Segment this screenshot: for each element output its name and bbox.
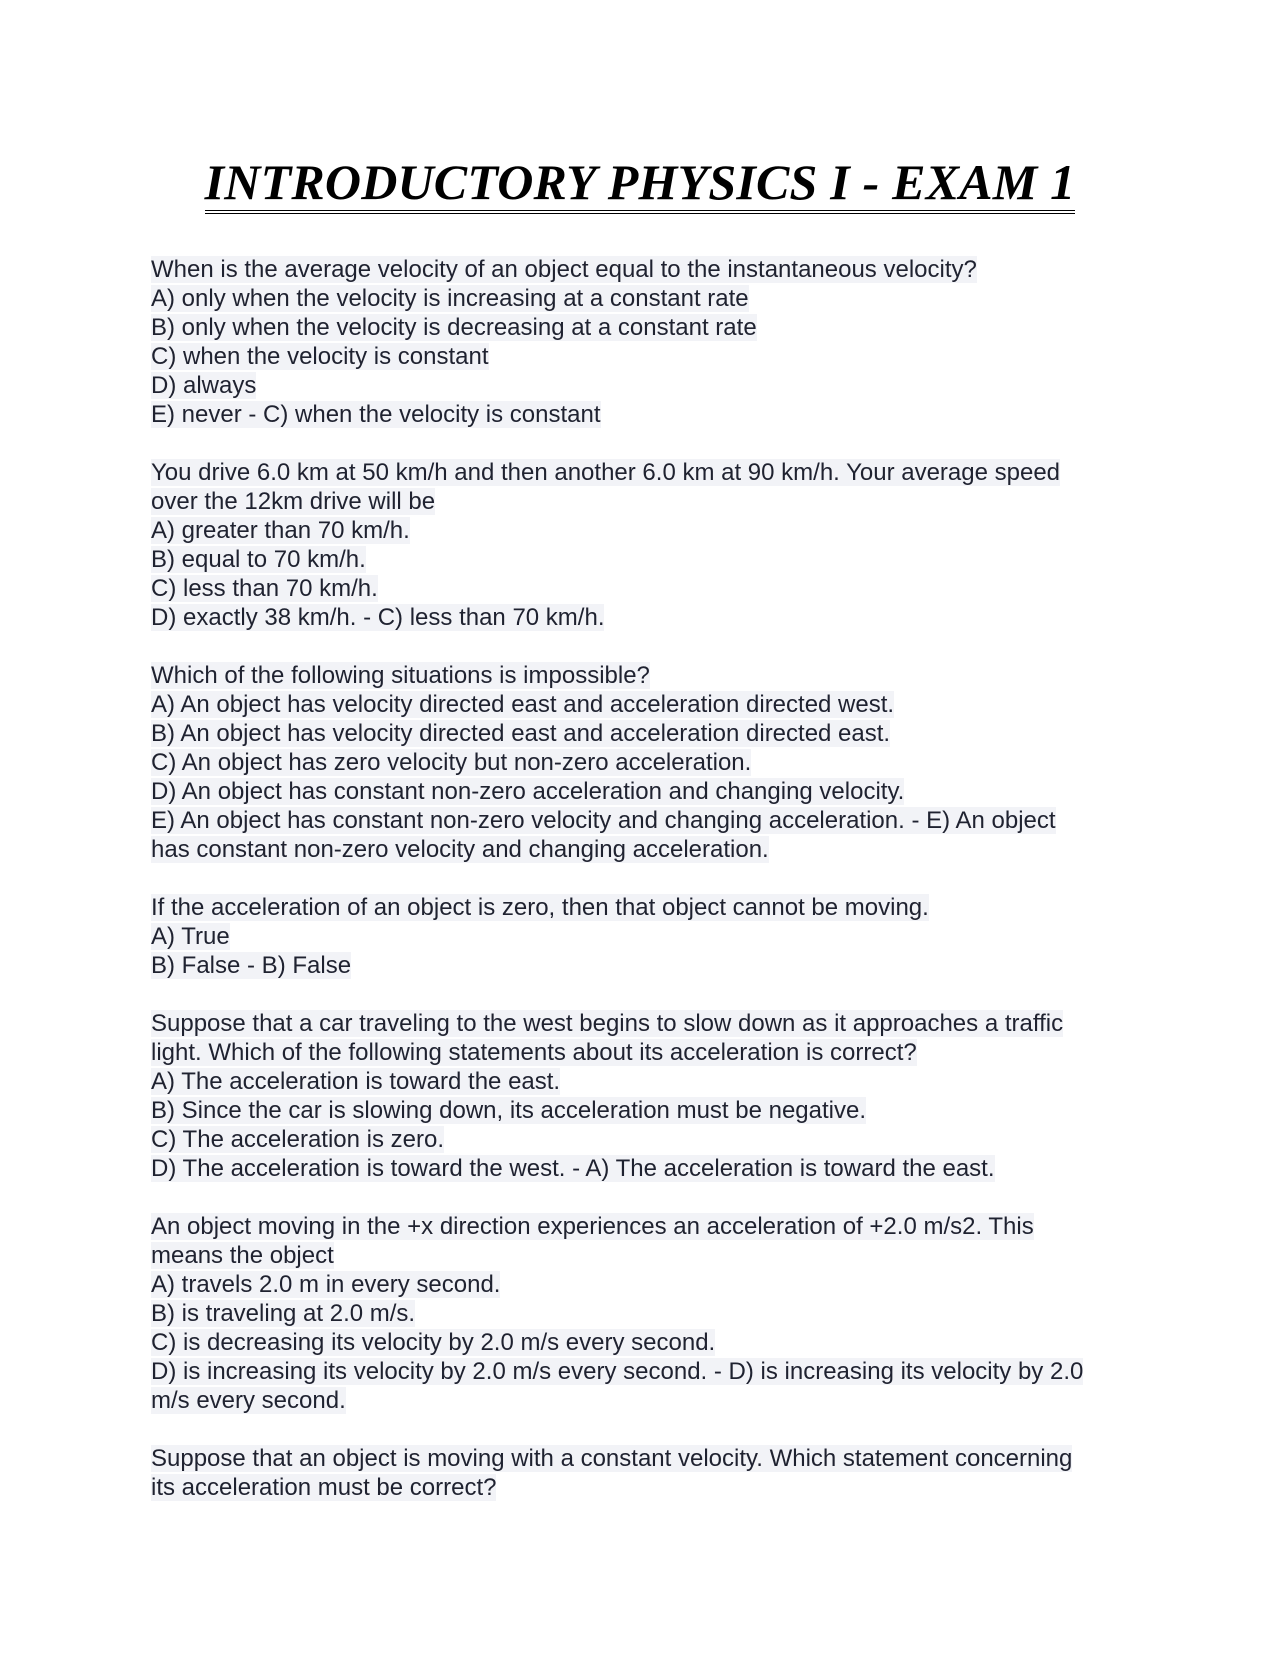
answer-option: D) always [151,372,257,399]
answer-option: B) equal to 70 km/h. [151,546,366,573]
answer-option: A) An object has velocity directed east and acceleration directed west. [151,691,895,718]
question-text: When is the average velocity of an object equal to the instantaneous velocity? [151,256,977,283]
question-list [151,255,1151,1531]
answer-option: C) The acceleration is zero. [151,1126,445,1153]
answer-option: C) is decreasing its velocity by 2.0 m/s every second. [151,1329,716,1356]
answer-option: A) greater than 70 km/h. [151,517,410,544]
answer-option-with-key: D) exactly 38 km/h. - C) less than 70 km/h. [151,604,605,631]
answer-option: C) less than 70 km/h. [151,575,378,602]
answer-option: B) only when the velocity is decreasing at a constant rate [151,314,757,341]
answer-option: A) The acceleration is toward the east. [151,1068,561,1095]
question-text: means the object [151,1242,334,1269]
answer-option-with-key: B) False - B) False [151,952,352,979]
answer-option-with-key: E) An object has constant non-zero velocity and changing acceleration. - E) An object [151,807,1056,834]
answer-option: A) travels 2.0 m in every second. [151,1271,501,1298]
answer-key: has constant non-zero velocity and changing acceleration. [151,836,769,863]
answer-option: D) An object has constant non-zero acceleration and changing velocity. [151,778,905,805]
answer-option: B) Since the car is slowing down, its acceleration must be negative. [151,1097,867,1124]
question-5 [151,1009,1151,1183]
answer-option-with-key: E) never - C) when the velocity is constant [151,401,601,428]
question-3 [151,661,1151,864]
question-text: An object moving in the +x direction experiences an acceleration of +2.0 m/s2. This [151,1213,1034,1240]
answer-option: C) when the velocity is constant [151,343,489,370]
question-7 [151,1444,1151,1502]
page-title [0,152,1280,214]
answer-option: A) only when the velocity is increasing at a constant rate [151,285,749,312]
question-text: its acceleration must be correct? [151,1474,497,1501]
answer-option: A) True [151,923,230,950]
question-1 [151,255,1151,429]
answer-option-with-key: D) The acceleration is toward the west. - A) The acceleration is toward the east. [151,1155,995,1182]
answer-option: B) An object has velocity directed east and acceleration directed east. [151,720,891,747]
question-text: over the 12km drive will be [151,488,436,515]
answer-key: m/s every second. [151,1387,346,1414]
question-text: You drive 6.0 km at 50 km/h and then another 6.0 km at 90 km/h. Your average speed [151,459,1061,486]
answer-option: C) An object has zero velocity but non-zero acceleration. [151,749,752,776]
question-text: Suppose that a car traveling to the west begins to slow down as it approaches a traffic [151,1010,1064,1037]
question-text: If the acceleration of an object is zero, then that object cannot be moving. [151,894,929,921]
answer-option: B) is traveling at 2.0 m/s. [151,1300,416,1327]
question-text: light. Which of the following statements about its acceleration is correct? [151,1039,917,1066]
question-6 [151,1212,1151,1415]
question-text: Which of the following situations is impossible? [151,662,650,689]
question-text: Suppose that an object is moving with a constant velocity. Which statement concerning [151,1445,1073,1472]
page-title-text: INTRODUCTORY PHYSICS I - EXAM 1 [205,154,1076,214]
answer-option-with-key: D) is increasing its velocity by 2.0 m/s every second. - D) is increasing its velocity by 2.0 [151,1358,1084,1385]
question-2 [151,458,1151,632]
question-4 [151,893,1151,980]
